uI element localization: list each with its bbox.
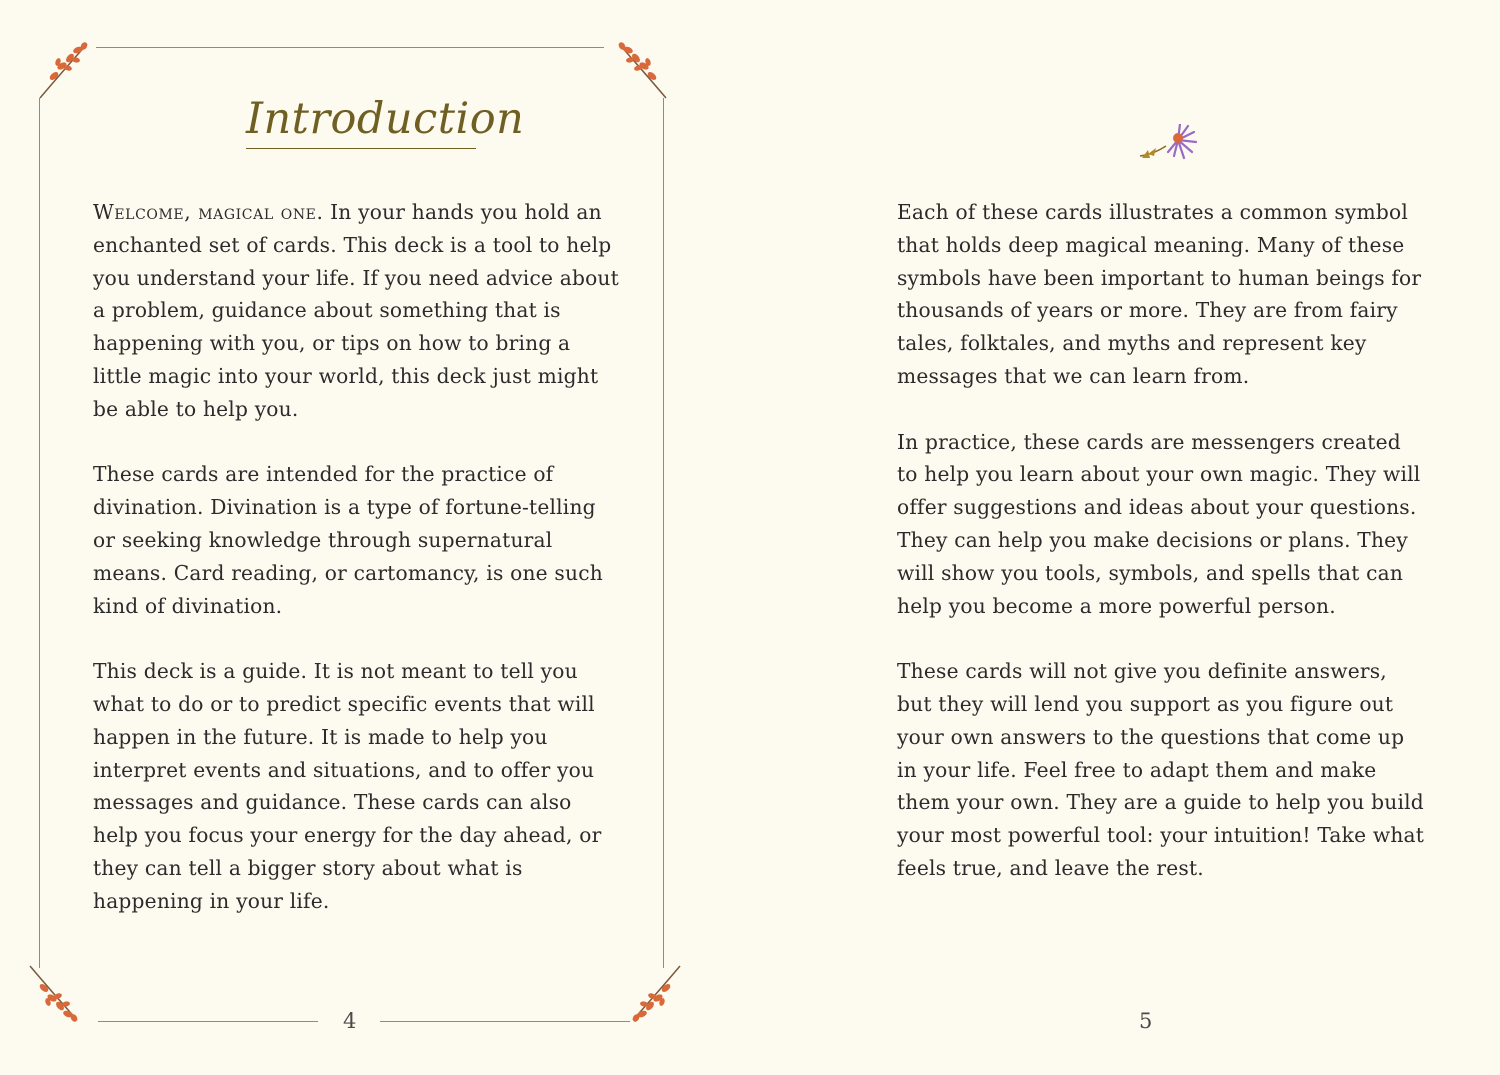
paragraph: These cards will not give you definite answers, but they will lend you support as you figure out your own answers to the questions that come up in your life. Feel free to adapt them and make them your own. They are a guide to help you build your most powerful tool: your intuition! Take what feels true, and leave the rest.: [897, 659, 1425, 880]
paragraph: In practice, these cards are messengers created to help you learn about your own magic. They will offer suggestions and ideas about your questions. They can help you make decisions or plans. They will show you tools, symbols, and spells that can help you become a more powerful person.: [897, 429, 1421, 618]
left-body-text: [93, 196, 623, 918]
frame-bottom-rule-right: [380, 1021, 630, 1022]
title-underline: [246, 148, 476, 149]
frame-bottom-rule-left: [98, 1021, 318, 1022]
paragraph: Each of these cards illustrates a common symbol that holds deep magical meaning. Many of these symbols have been important to human beings for thousands of years or more. They are from fairy tales, folktales, and myths and represent key messages that we can learn from.: [897, 200, 1422, 388]
coneflower-icon: [1136, 124, 1200, 168]
page-number: 5: [1139, 1009, 1153, 1033]
paragraph-text: In your hands you hold an enchanted set of cards. This deck is a tool to help you understand your life. If you need advice about a problem, guidance about something that is happening with you, or tips on how to bring a little magic into your world, this deck just might be able to help you.: [93, 200, 619, 421]
frame-top-rule: [96, 47, 604, 48]
right-body-text: [897, 196, 1427, 885]
frame-left-rule: [39, 98, 40, 968]
autumn-sprig-icon: [604, 32, 674, 102]
paragraph: This deck is a guide. It is not meant to tell you what to do or to predict specific events that will happen in the future. It is made to help you interpret events and situations, and to offer you messages and guidance. These cards can also help you focus your energy for the day ahead, or they can tell a bigger story about what is happening in your life.: [93, 659, 602, 913]
paragraph: [93, 196, 623, 426]
right-page: [750, 0, 1500, 1075]
chapter-title: Introduction: [246, 94, 525, 144]
autumn-sprig-icon: [32, 32, 102, 102]
autumn-sprig-icon: [22, 962, 92, 1032]
page-number: 4: [343, 1009, 357, 1033]
frame-right-rule: [663, 98, 664, 968]
autumn-sprig-icon: [618, 962, 688, 1032]
paragraph: These cards are intended for the practice of divination. Divination is a type of fortune-telling or seeking knowledge through supernatural means. Card reading, or cartomancy, is one such kind of divination.: [93, 462, 603, 618]
paragraph-lead-in: Welcome, magical one.: [93, 200, 324, 224]
